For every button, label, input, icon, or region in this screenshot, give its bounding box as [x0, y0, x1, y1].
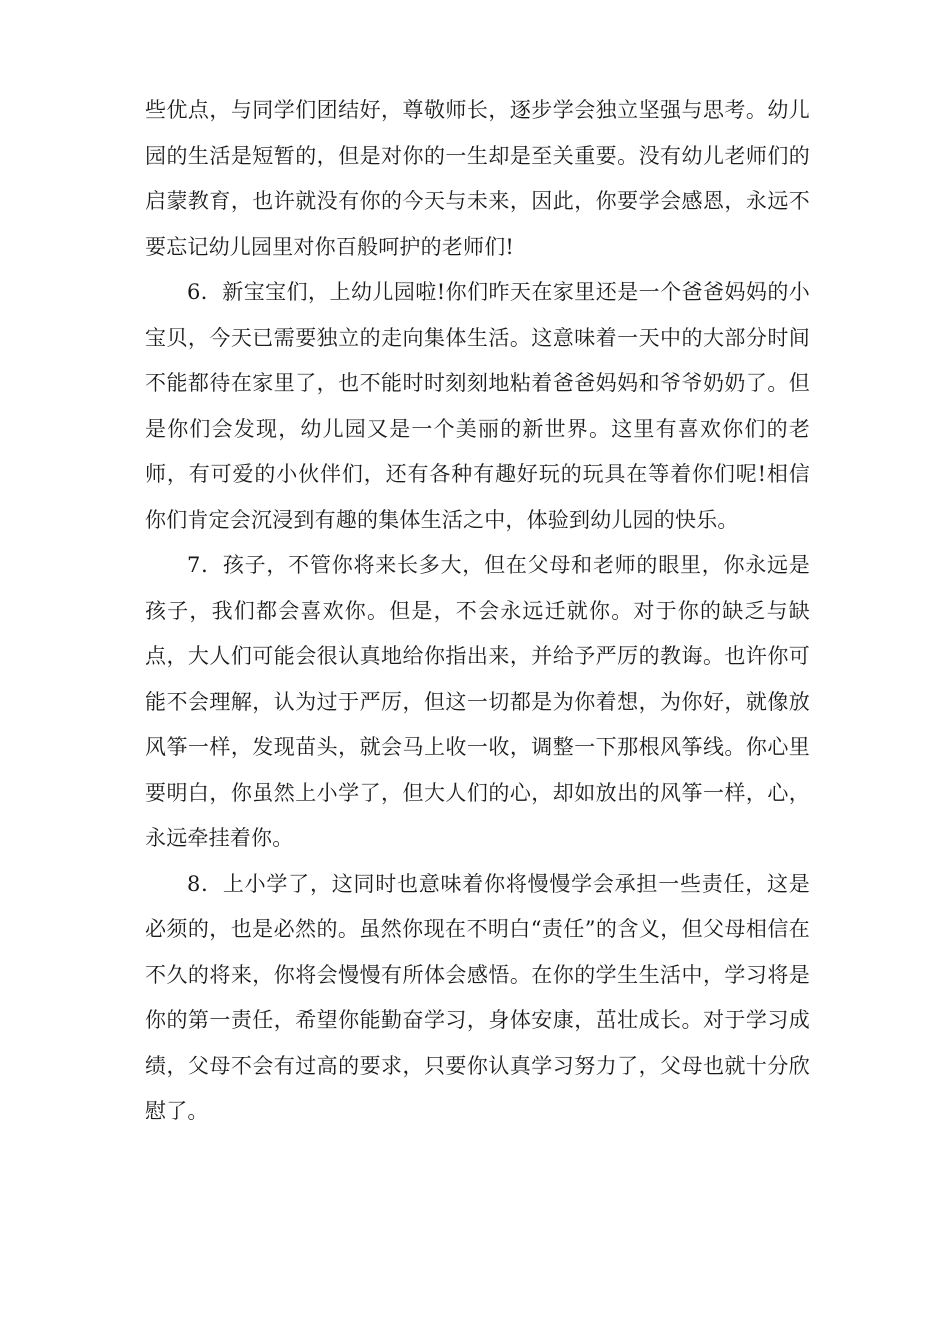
document-page [145, 88, 810, 1135]
paragraph-item-6: 6．新宝宝们，上幼儿园啦!你们昨天在家里还是一个爸爸妈妈的小宝贝，今天已需要独立的走向集体生活。这意味着一天中的大部分时间不能都待在家里了，也不能时时刻刻地粘着爸爸妈妈和爷爷奶奶了。但是你们会发现，幼儿园又是一个美丽的新世界。这里有喜欢你们的老师，有可爱的小伙伴们，还有各种有趣好玩的玩具在等着你们呢!相信你们肯定会沉浸到有趣的集体生活之中，体验到幼儿园的快乐。 [145, 280, 810, 532]
paragraph-item-8: 8．上小学了，这同时也意味着你将慢慢学会承担一些责任，这是必须的，也是必然的。虽然你现在不明白“责任”的含义，但父母相信在不久的将来，你将会慢慢有所体会感悟。在你的学生生活中，学习将是你的第一责任，希望你能勤奋学习，身体安康，茁壮成长。对于学习成绩，父母不会有过高的要求，只要你认真学习努力了，父母也就十分欣慰了。 [145, 871, 810, 1123]
paragraph-continuation: 些优点，与同学们团结好，尊敬师长，逐步学会独立坚强与思考。幼儿园的生活是短暂的，但是对你的一生却是至关重要。没有幼儿老师们的启蒙教育，也许就没有你的今天与未来，因此，你要学会感恩，永远不要忘记幼儿园里对你百般呵护的老师们! [145, 98, 810, 259]
paragraph-item-7: 7．孩子，不管你将来长多大，但在父母和老师的眼里，你永远是孩子，我们都会喜欢你。但是，不会永远迁就你。对于你的缺乏与缺点，大人们可能会很认真地给你指出来，并给予严厉的教诲。也许你可能不会理解，认为过于严厉，但这一切都是为你着想，为你好，就像放风筝一样，发现苗头，就会马上收一收，调整一下那根风筝线。你心里要明白，你虽然上小学了，但大人们的心，却如放出的风筝一样，心，永远牵挂着你。 [145, 553, 810, 850]
